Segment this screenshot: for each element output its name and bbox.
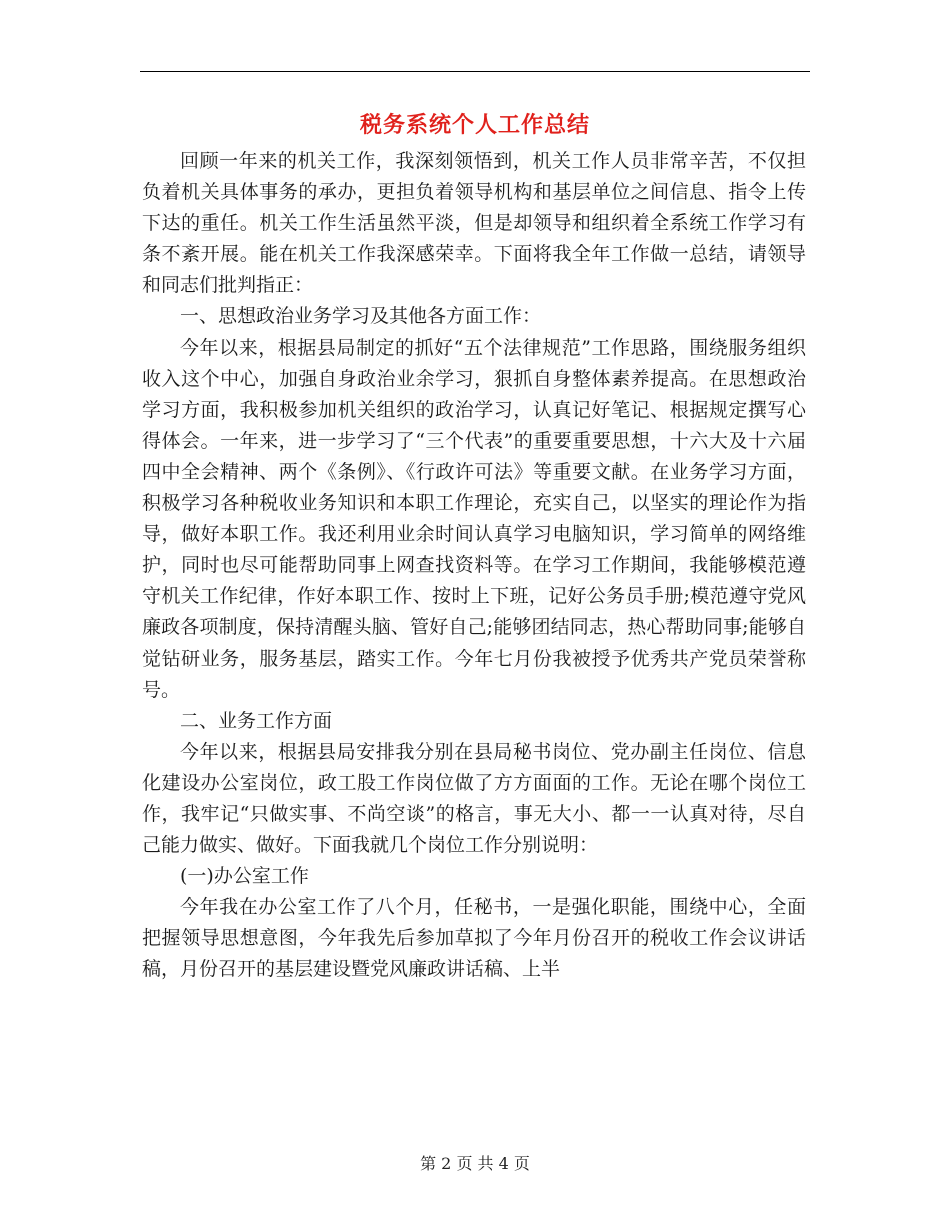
paragraph-intro: 回顾一年来的机关工作，我深刻领悟到，机关工作人员非常辛苦，不仅担负着机关具体事务的承办，更担负着领导机构和基层单位之间信息、指令上传下达的重任。机关工作生活虽然平淡，但是却领导和组织着全系统工作学习有条不紊开展。能在机关工作我深感荣幸。下面将我全年工作做一总结，请领导和同志们批判指正： bbox=[142, 150, 806, 297]
page-number-footer: 第 2 页 共 4 页 bbox=[420, 1154, 530, 1173]
subsection-heading-office: (一)办公室工作 bbox=[180, 865, 309, 888]
section-heading-2: 二、业务工作方面 bbox=[180, 709, 333, 732]
paragraph-business: 今年以来，根据县局安排我分别在县局秘书岗位、党办副主任岗位、信息化建设办公室岗位，政工股工作岗位做了方方面面的工作。无论在哪个岗位工作，我牢记“只做实事、不尚空谈”的格言，事无大小、都一一认真对待，尽自己能力做实、做好。下面我就几个岗位工作分别说明： bbox=[142, 740, 806, 857]
document-body bbox=[142, 146, 806, 986]
header-rule bbox=[140, 71, 810, 72]
document-title: 税务系统个人工作总结 bbox=[359, 112, 590, 138]
paragraph-study: 今年以来，根据县局制定的抓好“五个法律规范”工作思路，围绕服务组织收入这个中心，加强自身政治业余学习，狠抓自身整体素养提高。在思想政治学习方面，我积极参加机关组织的政治学习，认真记好笔记、根据规定撰写心得体会。一年来，进一步学习了“三个代表”的重要重要思想，十六大及十六届四中全会精神、两个《条例》、《行政许可法》等重要文献。在业务学习方面，积极学习各种税收业务知识和本职工作理论，充实自己，以坚实的理论作为指导，做好本职工作。我还利用业余时间认真学习电脑知识，学习简单的网络维护，同时也尽可能帮助同事上网查找资料等。在学习工作期间，我能够模范遵守机关工作纪律，作好本职工作、按时上下班，记好公务员手册;模范遵守党风廉政各项制度，保持清醒头脑、管好自己;能够团结同志，热心帮助同事;能够自觉钻研业务，服务基层，踏实工作。今年七月份我被授予优秀共产党员荣誉称号。 bbox=[142, 336, 806, 701]
section-heading-1: 一、思想政治业务学习及其他各方面工作： bbox=[180, 305, 542, 328]
paragraph-office: 今年我在办公室工作了八个月，任秘书，一是强化职能，围绕中心，全面把握领导思想意图，今年我先后参加草拟了今年月份召开的税收工作会议讲话稿，月份召开的基层建设暨党风廉政讲话稿、上半 bbox=[142, 896, 806, 981]
